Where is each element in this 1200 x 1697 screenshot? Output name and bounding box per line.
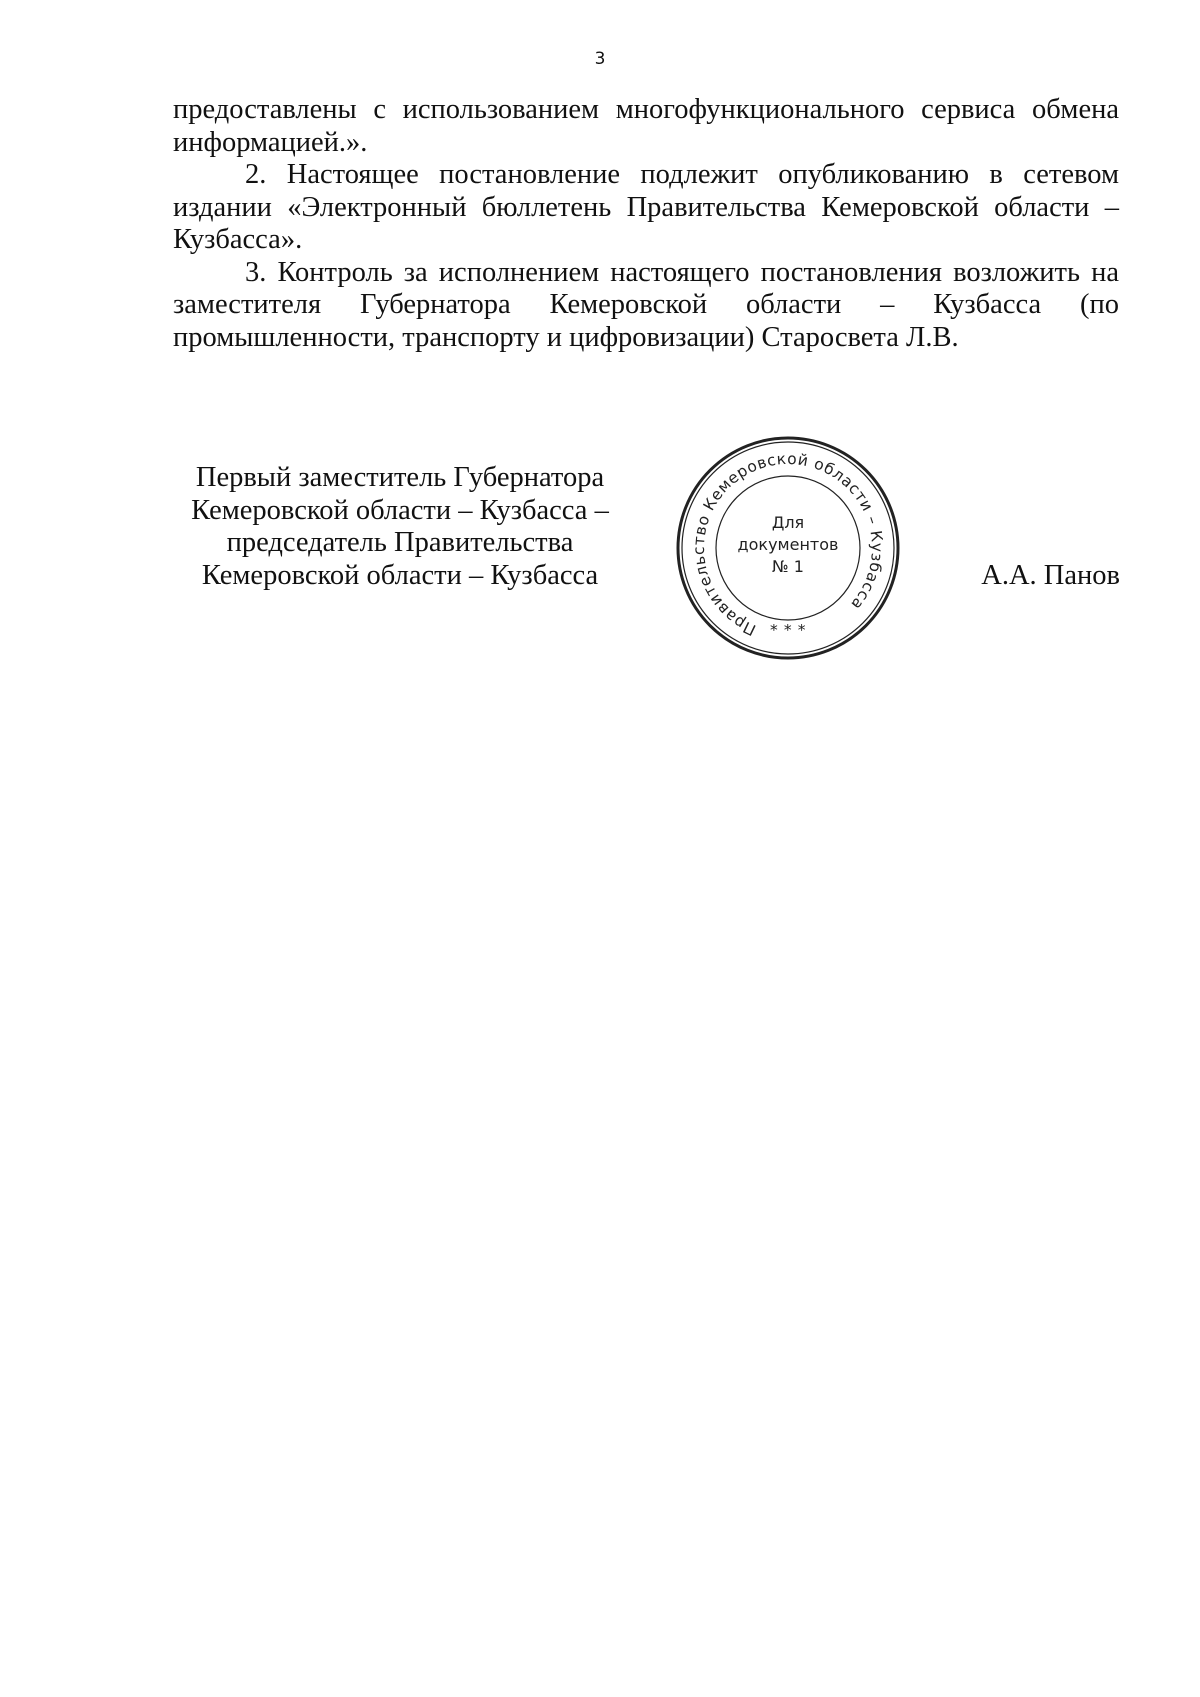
seal-ring-textpath: Правительство Кемеровской области – Кузбасса <box>689 449 887 639</box>
paragraph-3: 3. Контроль за исполнением настоящего постановления возложить на заместителя Губернатора Кемеровской области – Кузбасса (по промышленности, транспорту и цифровизации) Старосвета Л.В. <box>173 256 1119 353</box>
paragraph-2: 2. Настоящее постановление подлежит опубликованию в сетевом издании «Электронный бюллетень Правительства Кемеровской области – Кузбасса». <box>173 159 1119 255</box>
signatory-position-line: Кемеровской области – Кузбасса – <box>191 494 609 526</box>
body-text <box>173 94 1119 354</box>
official-seal <box>672 432 904 664</box>
signatory-position <box>160 462 640 592</box>
seal-center-line: документов <box>737 535 839 554</box>
signatory-position-line: Кемеровской области – Кузбасса <box>201 559 599 591</box>
signatory-position-line: председатель Правительства <box>226 527 574 558</box>
signatory-position-line: Первый заместитель Губернатора <box>195 462 605 493</box>
signer-name: А.А. Панов <box>981 560 1120 591</box>
paragraph-continuation: предоставлены с использованием многофункционального сервиса обмена информацией.». <box>173 94 1119 158</box>
official-seal-graphic <box>672 432 904 664</box>
seal-center-line: Для <box>771 513 805 532</box>
seal-stars: * * * <box>769 621 807 639</box>
seal-center-line: № 1 <box>772 557 804 576</box>
page-number: 3 <box>594 49 606 69</box>
